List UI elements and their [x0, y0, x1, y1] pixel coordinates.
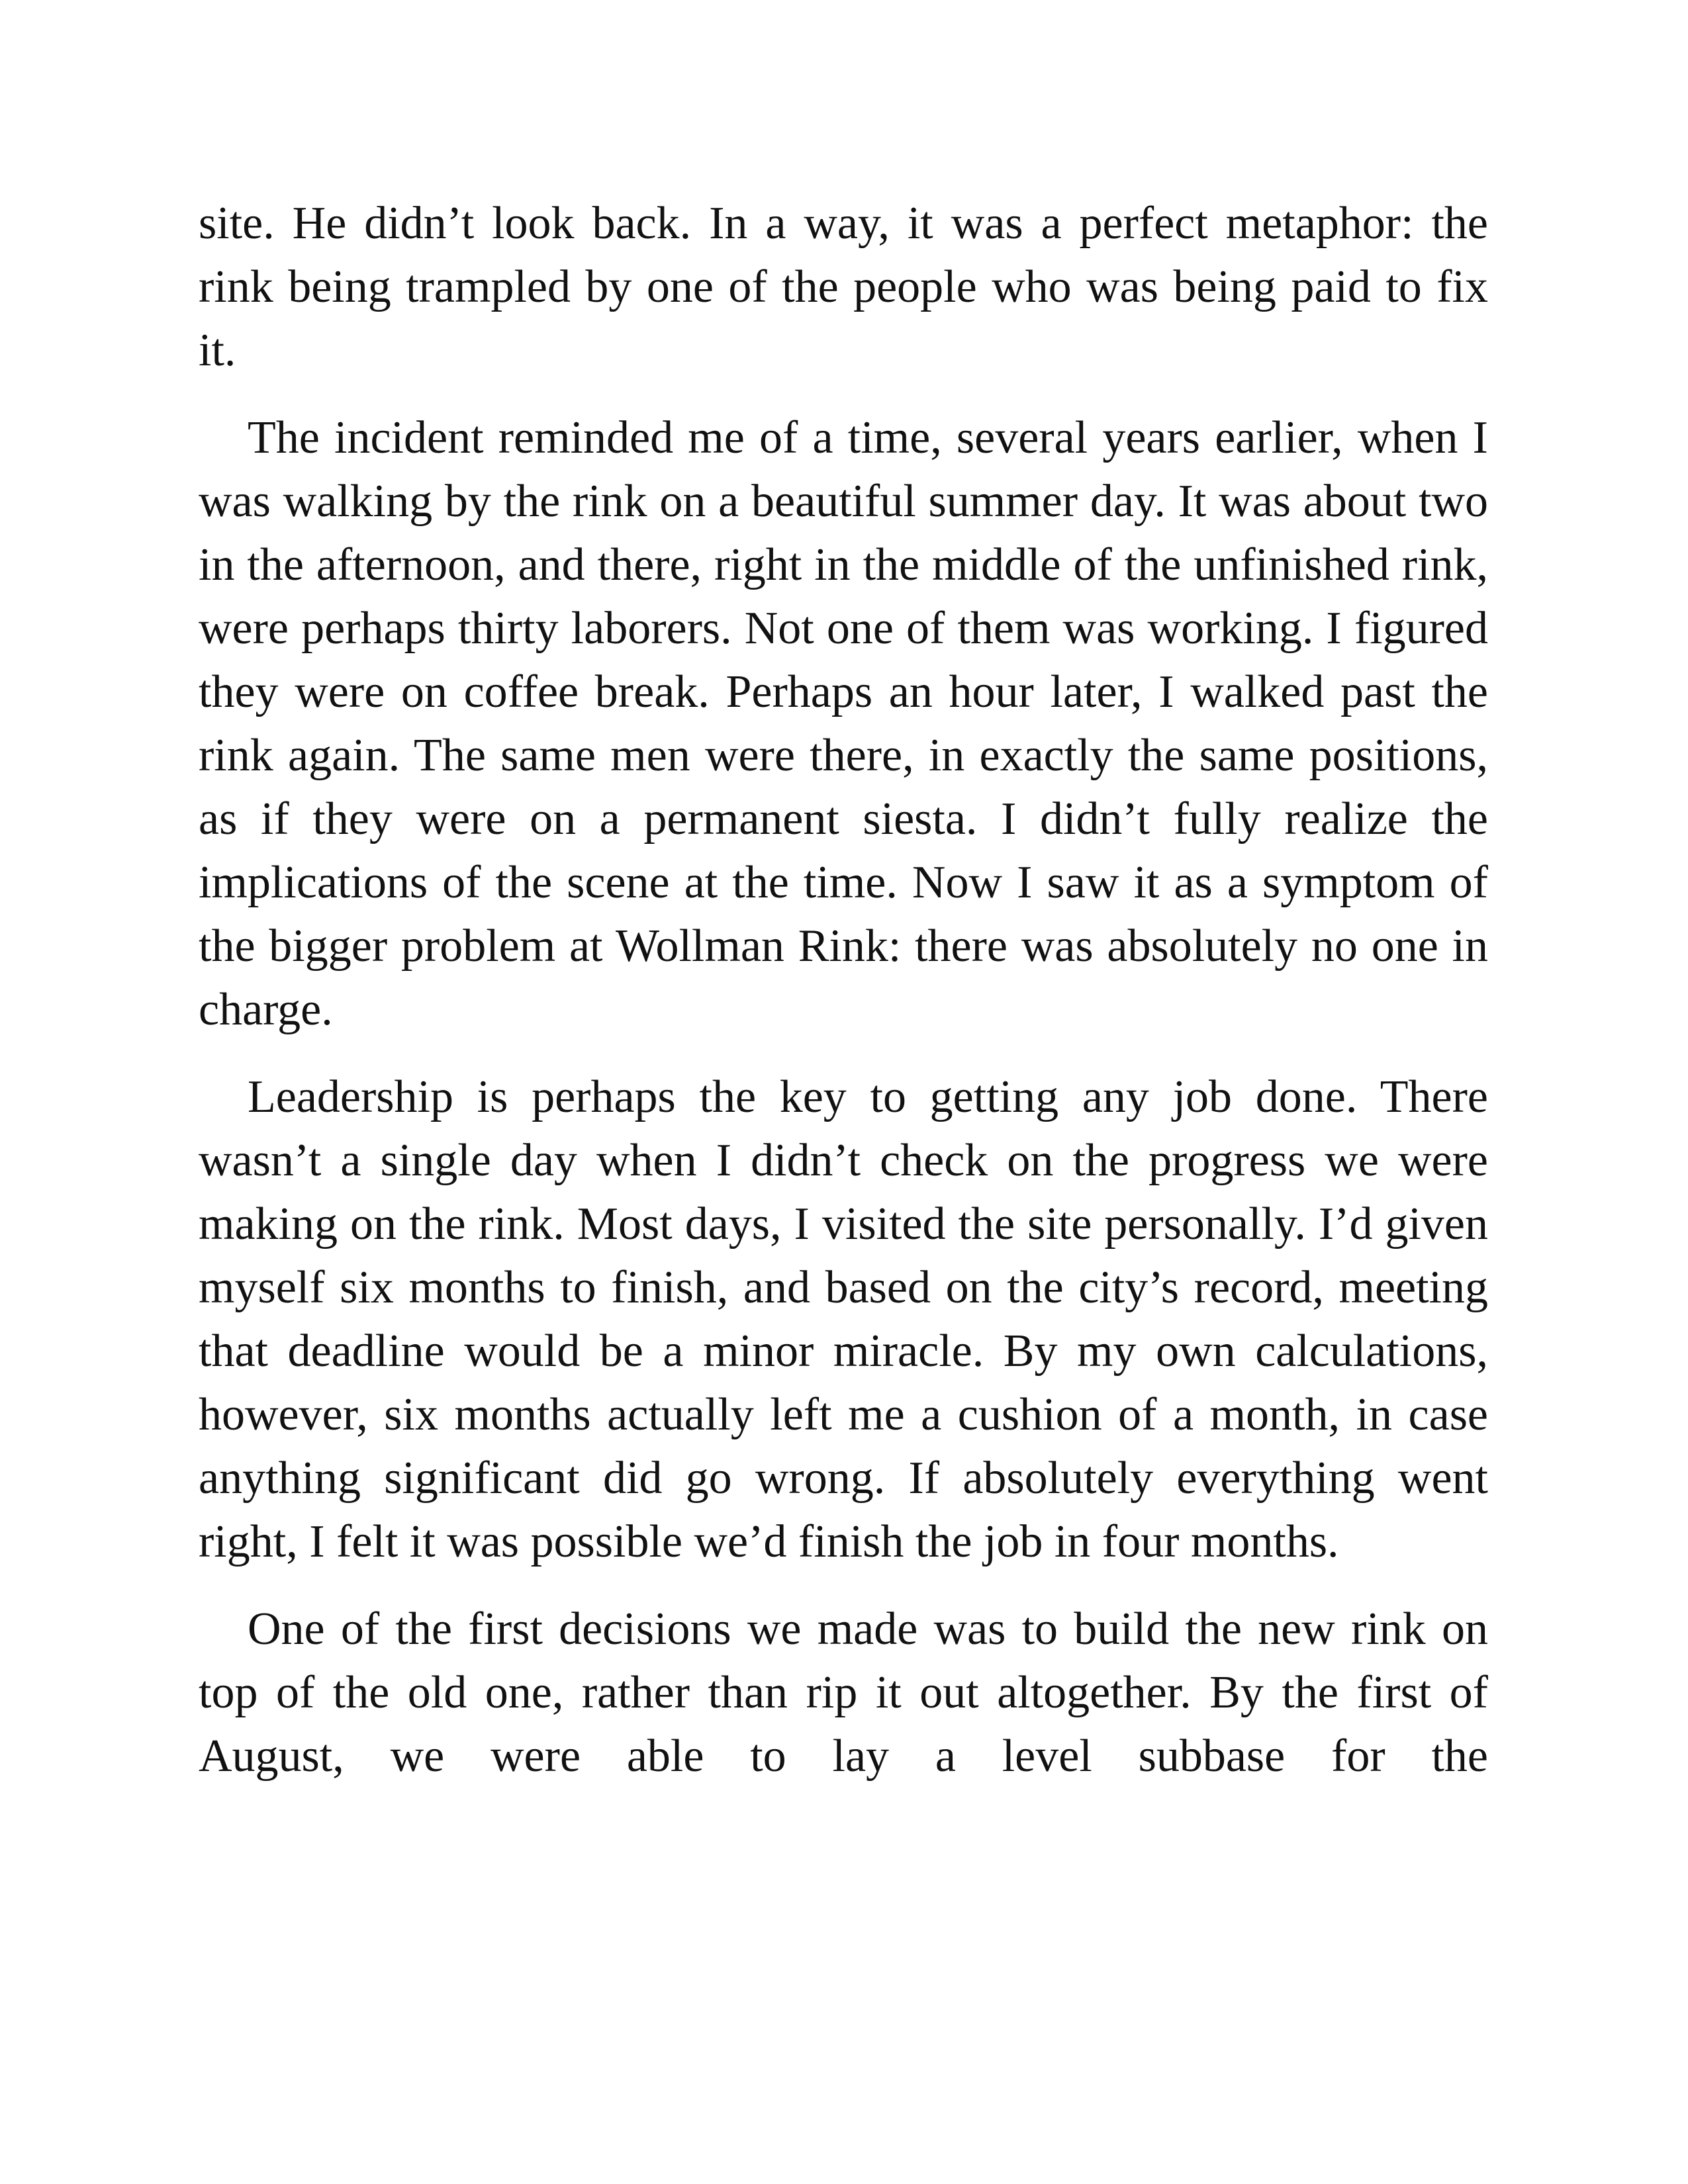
paragraph-3: Leadership is perhaps the key to getting any job done. There wasn’t a single day when I didn’t check on the progress we were making on the rink. Most days, I visited the site personally. I’d given myself six months to finish, and based on the city’s record, meeting that deadline would be a minor miracle. By my own calculations, however, six months actually left me a cushion of a month, in case anything significant did go wrong. If absolutely everything went right, I felt it was possible we’d finish the job in four months.: [199, 1071, 1488, 1567]
paragraph-1: site. He didn’t look back. In a way, it was a perfect metaphor: the rink being trampled by one of the people who was being paid to fix it.: [199, 198, 1488, 376]
paragraph-4: One of the first decisions we made was to build the new rink on top of the old one, rather than rip it out altogether. By the first of August, we were able to lay a level subbase for the: [199, 1604, 1488, 1782]
paragraph-2: The incident reminded me of a time, several years earlier, when I was walking by the rink on a beautiful summer day. It was about two in the afternoon, and there, right in the middle of the unfinished rink, were perhaps thirty laborers. Not one of them was working. I figured they were on coffee break. Perhaps an hour later, I walked past the rink again. The same men were there, in exactly the same positions, as if they were on a permanent siesta. I didn’t fully realize the implications of the scene at the time. Now I saw it as a symptom of the bigger problem at Wollman Rink: there was absolutely no one in charge.: [199, 412, 1488, 1035]
document-page: [199, 192, 1488, 1788]
